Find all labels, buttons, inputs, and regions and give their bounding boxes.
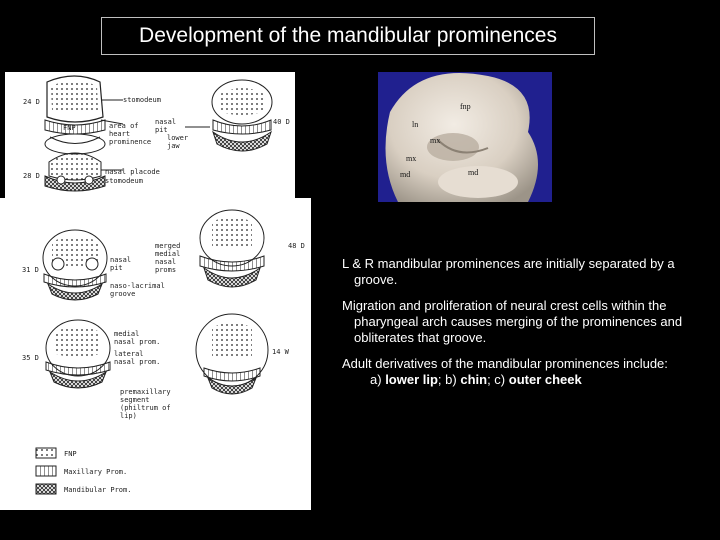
item-b-prefix: ; b)	[437, 372, 457, 387]
fnp-photo-label: fnp	[460, 102, 471, 111]
heart-prominence-label: area of heart prominence	[109, 122, 152, 146]
embryo-24d-drawing	[45, 76, 105, 154]
legend-fnp-label: FNP	[64, 450, 77, 458]
age-label: 14 W	[272, 348, 289, 356]
legend-swatch-maxillary	[36, 466, 56, 476]
embryo-photo	[378, 72, 552, 202]
item-lower-lip: lower lip	[385, 372, 438, 387]
md-photo-label-2: md	[468, 168, 479, 177]
figure-top-panel	[5, 72, 295, 202]
age-label: 48 D	[288, 242, 305, 250]
medial-nasal-label: medial nasal prom.	[114, 330, 161, 346]
embryo-photo-image	[378, 72, 552, 202]
nasolacrimal-groove-label: naso-lacrimal groove	[110, 282, 165, 298]
embryo-14w-drawing	[196, 314, 268, 394]
merged-medial-label: merged medial nasal proms	[155, 242, 181, 274]
slide-title: Development of the mandibular prominences	[139, 24, 557, 47]
slide-text	[342, 256, 702, 398]
age-label: 31 D	[22, 266, 39, 274]
item-outer-cheek: outer cheek	[508, 372, 582, 387]
paragraph-2: Migration and proliferation of neural crest cells within the pharyngeal arch causes merging of the prominences and obliterates that groove.	[342, 298, 683, 345]
legend-swatch-mandibular	[36, 484, 56, 494]
title-box	[101, 17, 595, 55]
embryo-40d-drawing	[212, 80, 272, 151]
legend-mandibular-label: Mandibular Prom.	[64, 486, 132, 494]
embryo-48d-drawing	[200, 210, 264, 287]
premaxillary-label: premaxillary segment (philtrum of lip)	[120, 388, 171, 420]
paragraph-3-intro: Adult derivatives of the mandibular prominences include:	[342, 356, 668, 371]
legend-maxillary-label: Maxillary Prom.	[64, 468, 128, 476]
age-label: 24 D	[23, 98, 40, 106]
nasal-pit-label: nasal pit	[155, 118, 177, 134]
age-label: 35 D	[22, 354, 39, 362]
paragraph-1: L & R mandibular prominences are initially separated by a groove.	[342, 256, 675, 287]
lnp-photo-label: ln	[412, 120, 419, 129]
age-label: 40 D	[273, 118, 290, 126]
stomodeum-label: stomodeum	[105, 177, 143, 185]
embryo-35d-drawing	[46, 320, 110, 388]
fnp-label: FNP	[63, 124, 76, 132]
derivatives-list	[354, 372, 582, 387]
nasal-pit-label: nasal pit	[110, 256, 132, 272]
lateral-nasal-label: lateral nasal prom.	[114, 350, 161, 366]
mx-photo-label-2: mx	[406, 154, 417, 163]
embryo-31d-drawing	[43, 230, 107, 300]
item-c-prefix: ; c)	[487, 372, 506, 387]
item-chin: chin	[460, 372, 488, 387]
age-label: 28 D	[23, 172, 40, 180]
stomodeum-label: stomodeum	[123, 96, 161, 104]
mx-photo-label: mx	[430, 136, 441, 145]
nasal-placode-label: nasal placode	[105, 168, 160, 176]
legend-swatch-fnp	[36, 448, 56, 458]
md-photo-label: md	[400, 170, 411, 179]
item-a-prefix: a)	[370, 372, 382, 387]
lower-jaw-label: lower jaw	[167, 134, 189, 150]
embryo-28d-drawing	[45, 153, 105, 191]
figure-bottom-panel	[0, 198, 311, 510]
paragraph-3	[342, 356, 702, 388]
